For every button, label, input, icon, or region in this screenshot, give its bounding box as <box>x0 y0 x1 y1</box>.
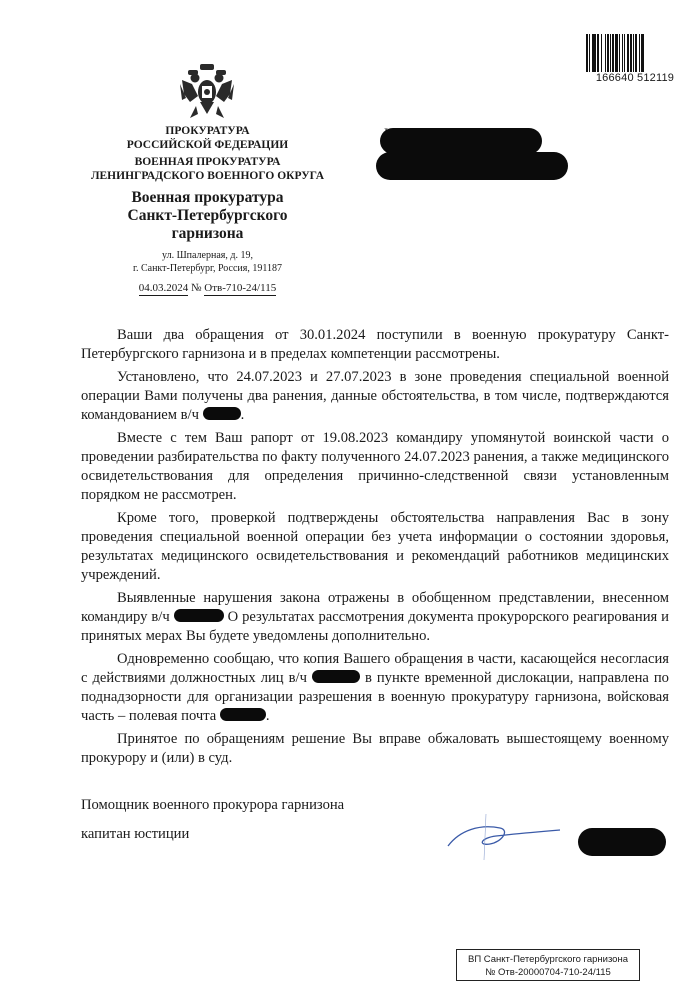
unit-number-redaction <box>203 407 241 420</box>
stamp-line-2: № Отв-20000704-710-24/115 <box>485 967 611 978</box>
field-post-number-redaction <box>220 708 266 721</box>
addressee-name-redaction <box>380 128 542 154</box>
reference-number-sign: № <box>191 282 202 294</box>
registration-stamp <box>456 949 640 981</box>
stamp-line-1: ВП Санкт-Петербургского гарнизона <box>467 954 628 965</box>
barcode-number: 166640 512119 <box>595 72 675 84</box>
reference-number: Отв-710-24/115 <box>204 282 277 294</box>
paragraph-3: Вместе с тем Ваш рапорт от 19.08.2023 командиру упомянутой воинской части о проведении разбирательства по факту полученного 24.07.2023 ранения, а также медицинского освидетельствования для определения причинно-следственной связи установленным порядком не рассмотрен. <box>81 430 669 503</box>
paragraph-5-text-cont: О результатах рассмотрения документа прокурорского реагирования и принятых мерах Вы будете уведомлены дополнительно. <box>81 609 669 644</box>
barcode-bar <box>644 34 645 72</box>
paragraph-1: Ваши два обращения от 30.01.2024 поступили в военную прокуратуру Санкт-Петербургского гарнизона и в пределах компетенции рассмотрены. <box>81 327 669 362</box>
barcode-bars <box>586 34 684 72</box>
handwritten-signature <box>440 812 570 862</box>
signatory-rank: капитан юстиции <box>81 826 190 842</box>
address-line-1: ул. Шпалерная, д. 19, <box>162 250 253 261</box>
office-line-1: Военная прокуратура <box>131 189 284 206</box>
paragraph-6-text: Одновременно сообщаю, что копия Вашего обращения в части, касающейся несогласия с действиями должностных лиц в/ч <box>81 651 669 686</box>
office-line-3: гарнизона <box>171 225 244 242</box>
barcode <box>586 34 684 84</box>
address-line-2: г. Санкт-Петербург, Россия, 191187 <box>132 263 283 274</box>
addressee-email-redaction <box>376 152 568 180</box>
office-line-2: Санкт-Петербургского <box>127 207 288 224</box>
address <box>70 249 345 275</box>
org-line-1: ПРОКУРАТУРА <box>165 125 250 137</box>
double-headed-eagle-emblem-icon <box>178 62 236 122</box>
signatory-name-redaction <box>578 828 666 856</box>
paragraph-4: Кроме того, проверкой подтверждены обстоятельства направления Вас в зону проведения специальной военной операции без учета информации о состоянии здоровья, результатах медицинского освидетельствования и рекомендаций работников медицинских учреждений. <box>81 510 669 583</box>
paragraph-5-text: Выявленные нарушения закона отражены в обобщенном представлении, внесенном командиру в/ч <box>81 590 669 625</box>
sub-line-2: ЛЕНИНГРАДСКОГО ВОЕННОГО ОКРУГА <box>90 170 325 182</box>
paragraph-6 <box>81 650 669 726</box>
unit-number-redaction <box>312 670 360 683</box>
reference-line <box>70 282 345 294</box>
paragraph-5 <box>81 589 669 646</box>
paragraph-7: Принятое по обращениям решение Вы вправе обжаловать вышестоящему военному прокурору и (или) в суд. <box>81 731 669 766</box>
unit-number-redaction <box>174 609 224 622</box>
paragraph-2 <box>81 368 669 425</box>
letterhead <box>70 124 345 294</box>
sub-line-1: ВОЕННАЯ ПРОКУРАТУРА <box>134 156 281 168</box>
paragraph-6-end: . <box>265 708 270 724</box>
letter-body <box>81 326 669 768</box>
reference-date: 04.03.2024 <box>138 282 189 294</box>
paragraph-6-text-cont: в пункте временной дислокации, направлена по поднадзорности для организации разрешения в военную прокуратуру гарнизона, войсковая часть – полевая почта <box>81 670 669 724</box>
org-line-2: РОССИЙСКОЙ ФЕДЕРАЦИИ <box>126 139 289 151</box>
paragraph-2-end: . <box>240 407 245 423</box>
signatory-position: Помощник военного прокурора гарнизона <box>81 797 345 813</box>
paragraph-2-text: Установлено, что 24.07.2023 и 27.07.2023 в зоне проведения специальной военной операции Вами получены два ранения, данные обстоятельства, в том числе, подтверждаются командованием в/ч <box>81 369 669 423</box>
